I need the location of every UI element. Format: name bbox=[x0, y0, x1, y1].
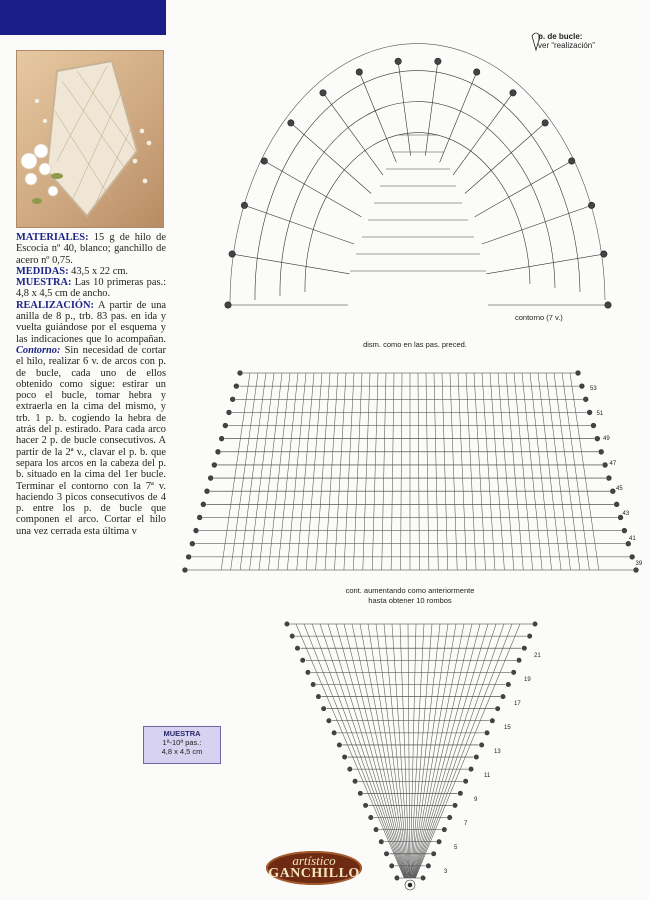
picot bbox=[469, 767, 473, 771]
picot bbox=[447, 815, 451, 819]
picot bbox=[610, 489, 615, 494]
picot bbox=[607, 476, 612, 481]
fan-stitch bbox=[287, 373, 306, 570]
triangle-stitch bbox=[414, 624, 496, 878]
picot bbox=[327, 719, 331, 723]
contorno-text: Sin necesidad de cortar el hilo, realizar 6 v. de arcos con p. de bucle, cada uno de ellos obtenido como sigue: estirar un poco el bucle, tomar hebra y extraerla en la cima del mismo, y trb. 1 p. b. cogiendo la hebra de atrás del p. estirado. Para cada arco hacer 2 p. de bucle consecutivos. A partir de la 2ª v., clavar el p. b. que separa los arcos en la cabeza del p. b. situado en la cima del 1er bucle. Terminar el contorno con la 7ª v. haciendo 3 picos consecutivos de 4 p. entre los p. de bucle que componen el arco. Cortar el hilo una vez cerrada esta última v bbox=[16, 344, 166, 537]
picot bbox=[506, 682, 510, 686]
picot bbox=[495, 706, 499, 710]
picot bbox=[576, 371, 581, 376]
picot bbox=[474, 755, 478, 759]
picot bbox=[579, 384, 584, 389]
row-number: 39 bbox=[635, 561, 643, 567]
picot bbox=[384, 852, 388, 856]
materiales-text: 15 g de hilo de Escocia nº 40, blanco; ganchillo de acero nº 0,75. bbox=[16, 232, 166, 266]
picot bbox=[241, 202, 247, 208]
picot bbox=[379, 840, 383, 844]
diagram-ray bbox=[398, 61, 411, 155]
fan-stitch bbox=[490, 373, 504, 570]
picot bbox=[288, 120, 294, 126]
triangle-stitch bbox=[336, 624, 406, 878]
fan-stitch bbox=[522, 373, 542, 570]
muestra-box-line1: 1ª-10ª pas.: bbox=[162, 738, 202, 747]
row-number: 17 bbox=[514, 701, 521, 707]
muestra-text: Las 10 primeras pas.: 4,8 x 4,5 cm de ancho. bbox=[16, 277, 166, 300]
realizacion-label: REALIZACIÓN: bbox=[16, 299, 94, 311]
row-number: 41 bbox=[629, 536, 636, 542]
fan-stitch bbox=[401, 373, 402, 570]
picot bbox=[453, 803, 457, 807]
picot bbox=[435, 58, 441, 64]
diagram-ray bbox=[244, 205, 354, 244]
picot bbox=[490, 719, 494, 723]
diagram-ray bbox=[440, 72, 477, 162]
fan-stitch bbox=[363, 373, 370, 570]
triangle-stitch bbox=[411, 624, 432, 878]
triangle-stitch bbox=[304, 624, 405, 878]
row-number: 15 bbox=[504, 725, 511, 731]
picot bbox=[183, 568, 188, 573]
row-number: 49 bbox=[603, 436, 610, 442]
caption-cont-line2: hasta obtener 10 rombos bbox=[368, 596, 452, 605]
row-number: 5 bbox=[454, 845, 458, 851]
loop-stitch-symbol bbox=[532, 33, 540, 50]
middle-diagram bbox=[183, 371, 639, 573]
triangle-stitch bbox=[410, 624, 416, 878]
picot bbox=[190, 541, 195, 546]
picot bbox=[290, 634, 294, 638]
picot bbox=[306, 670, 310, 674]
fan-stitch bbox=[344, 373, 354, 570]
picot bbox=[321, 706, 325, 710]
picot bbox=[197, 515, 202, 520]
picot bbox=[234, 384, 239, 389]
diagram-ray bbox=[264, 161, 361, 217]
picot bbox=[358, 791, 362, 795]
picot bbox=[337, 743, 341, 747]
materiales-label: MATERIALES: bbox=[16, 232, 89, 243]
picot bbox=[186, 554, 191, 559]
contorno-label: Contorno: bbox=[16, 344, 61, 356]
logo-line1: artístico bbox=[292, 853, 336, 868]
fan-stitch bbox=[231, 373, 258, 570]
picot bbox=[522, 646, 526, 650]
picot bbox=[201, 502, 206, 507]
fan-stitch bbox=[297, 373, 314, 570]
row-number: 11 bbox=[484, 773, 491, 779]
picot bbox=[356, 69, 362, 75]
picot bbox=[517, 658, 521, 662]
picot bbox=[431, 852, 435, 856]
row-number: 45 bbox=[616, 486, 623, 492]
picot bbox=[395, 876, 399, 880]
picot bbox=[527, 634, 531, 638]
picot bbox=[229, 251, 235, 257]
picot bbox=[583, 397, 588, 402]
caption-cont-line1: cont. aumentando como anteriormente bbox=[345, 586, 475, 595]
fan-stitch bbox=[391, 373, 394, 570]
row-number: 13 bbox=[494, 749, 501, 755]
fan-stitch bbox=[372, 373, 378, 570]
picot bbox=[599, 449, 604, 454]
row-number: 47 bbox=[609, 461, 617, 467]
picot bbox=[223, 423, 228, 428]
medidas-text: 43,5 x 22 cm. bbox=[71, 265, 129, 277]
picot bbox=[261, 158, 267, 164]
fan-stitch bbox=[570, 373, 599, 570]
picot bbox=[442, 827, 446, 831]
triangle-stitch bbox=[413, 624, 480, 878]
row-number: 43 bbox=[622, 511, 630, 517]
picot bbox=[238, 371, 243, 376]
picot bbox=[311, 682, 315, 686]
picot bbox=[605, 302, 611, 308]
realizacion-text: A partir de una anilla de 8 p., trb. 83 pas. en ida y vuelta guiándose por el esquema y las indicaciones que lo acompañan. bbox=[16, 299, 166, 345]
picot bbox=[511, 670, 515, 674]
picot bbox=[227, 410, 232, 415]
fan-stitch bbox=[442, 373, 448, 570]
picot bbox=[216, 449, 221, 454]
picot bbox=[510, 90, 516, 96]
fan-stitch bbox=[514, 373, 533, 570]
triangle-stitch bbox=[412, 624, 456, 878]
fan-stitch bbox=[498, 373, 514, 570]
fan-stitch bbox=[353, 373, 362, 570]
diagram-ray bbox=[482, 205, 592, 244]
diagram-ray bbox=[359, 72, 396, 162]
picot bbox=[603, 463, 608, 468]
picot bbox=[595, 436, 600, 441]
fan-stitch bbox=[418, 373, 419, 570]
picot bbox=[374, 827, 378, 831]
picot bbox=[421, 876, 425, 880]
triangle-stitch bbox=[344, 624, 407, 878]
muestra-box-title: MUESTRA bbox=[163, 729, 201, 738]
fan-stitch bbox=[316, 373, 330, 570]
fan-stitch bbox=[530, 373, 552, 570]
picot bbox=[591, 423, 596, 428]
triangle-stitch bbox=[415, 624, 520, 878]
triangle-stitch bbox=[411, 624, 440, 878]
picot bbox=[588, 202, 594, 208]
picot bbox=[320, 90, 326, 96]
picot bbox=[194, 528, 199, 533]
picot bbox=[501, 694, 505, 698]
picot bbox=[316, 694, 320, 698]
picot bbox=[630, 554, 635, 559]
picot bbox=[205, 489, 210, 494]
picot bbox=[230, 397, 235, 402]
magazine-logo bbox=[266, 851, 362, 885]
picot bbox=[363, 803, 367, 807]
picot bbox=[542, 120, 548, 126]
row-number: 19 bbox=[524, 677, 531, 683]
picot bbox=[458, 791, 462, 795]
picot bbox=[463, 779, 467, 783]
picot bbox=[634, 568, 639, 573]
fan-stitch bbox=[466, 373, 476, 570]
picot bbox=[353, 779, 357, 783]
legend-subtitle: ver “realización” bbox=[538, 41, 595, 50]
row-number: 21 bbox=[534, 653, 541, 659]
picot bbox=[348, 767, 352, 771]
picot bbox=[614, 502, 619, 507]
muestra-label: MUESTRA: bbox=[16, 277, 72, 289]
row-number: 53 bbox=[590, 386, 597, 392]
fan-stitch bbox=[306, 373, 322, 570]
fan-stitch bbox=[450, 373, 457, 570]
picot bbox=[369, 815, 373, 819]
picot bbox=[601, 251, 607, 257]
fan-stitch bbox=[434, 373, 438, 570]
picot bbox=[219, 436, 224, 441]
picot bbox=[479, 743, 483, 747]
diagram-ray bbox=[486, 254, 603, 274]
picot bbox=[626, 541, 631, 546]
picot bbox=[301, 658, 305, 662]
picot bbox=[342, 755, 346, 759]
fan-stitch bbox=[221, 373, 250, 570]
triangle-stitch bbox=[312, 624, 405, 878]
bottom-diagram bbox=[285, 622, 537, 890]
picot bbox=[622, 528, 627, 533]
logo-line2: GANCHILLO bbox=[268, 866, 360, 881]
picot bbox=[285, 622, 289, 626]
picot bbox=[295, 646, 299, 650]
fan-stitch bbox=[458, 373, 467, 570]
picot bbox=[533, 622, 537, 626]
triangle-stitch bbox=[414, 624, 488, 878]
row-number: 9 bbox=[474, 797, 478, 803]
muestra-box-line2: 4,8 x 4,5 cm bbox=[161, 747, 203, 756]
diagram-ray bbox=[453, 93, 513, 175]
fan-stitch bbox=[562, 373, 589, 570]
row-number: 3 bbox=[444, 869, 448, 875]
picot bbox=[332, 731, 336, 735]
fan-stitch bbox=[506, 373, 523, 570]
medidas-label: MEDIDAS: bbox=[16, 265, 69, 277]
picot bbox=[212, 463, 217, 468]
row-number: 7 bbox=[464, 821, 468, 827]
fan-stitch bbox=[382, 373, 386, 570]
fan-stitch bbox=[278, 373, 298, 570]
triangle-stitch bbox=[320, 624, 405, 878]
picot bbox=[569, 158, 575, 164]
picot bbox=[587, 410, 592, 415]
diagram-ray bbox=[232, 254, 349, 274]
picot bbox=[395, 58, 401, 64]
triangle-stitch bbox=[352, 624, 407, 878]
muestra-box bbox=[143, 726, 221, 764]
legend-title: p. de bucle: bbox=[538, 32, 583, 41]
fan-stitch bbox=[268, 373, 290, 570]
picot bbox=[474, 69, 480, 75]
row-number: 51 bbox=[596, 411, 604, 417]
picot bbox=[208, 476, 213, 481]
fan-stitch bbox=[426, 373, 429, 570]
diagram-ray bbox=[425, 61, 438, 155]
top-diagram bbox=[225, 44, 611, 309]
picot bbox=[426, 864, 430, 868]
picot bbox=[390, 864, 394, 868]
diagram-ray bbox=[475, 161, 572, 217]
picot bbox=[485, 731, 489, 735]
picot bbox=[225, 302, 231, 308]
picot bbox=[437, 840, 441, 844]
triangle-stitch bbox=[415, 624, 504, 878]
diagram-ray bbox=[323, 93, 383, 175]
caption-contorno: contorno (7 v.) bbox=[515, 313, 563, 322]
caption-dism: dism. como en las pas. preced. bbox=[363, 340, 467, 349]
